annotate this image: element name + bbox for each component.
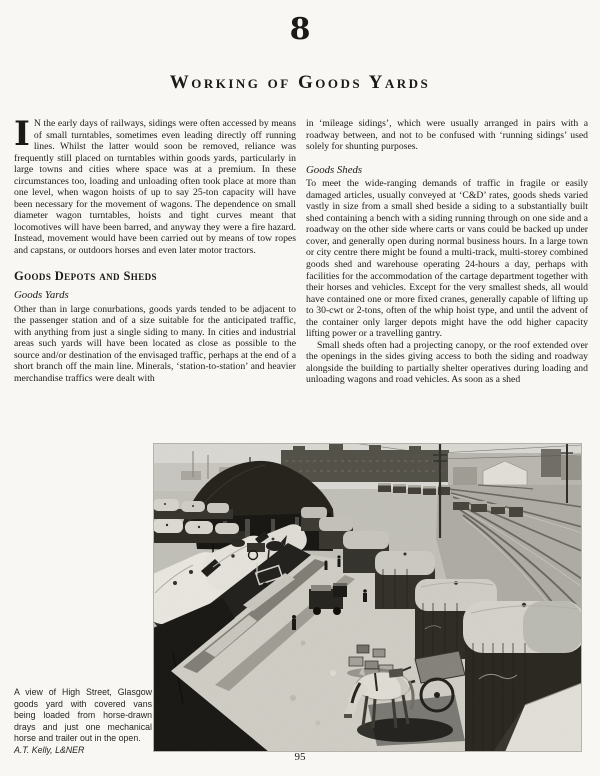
small-sheds-paragraph: Small sheds often had a projecting canopy, or the roof extended over the openings in the sides giving access to both the siding and roadway alongside the building to partially shelter operatives during loading and unloading wagons and road vehicles. As soon as a shed [306,339,588,386]
caption-text: A view of High Street, Glasgow goods yard with covered vans being loaded from horse-drawn drays and just one mechanical horse and trailer out in the open. [14,687,152,744]
goods-yards-paragraph-continued: in ‘mileage sidings’, which were usually arranged in pairs with a roadway between, and not to be confused with ‘running sidings’ used solely for shunting purposes. [306,118,588,153]
subheading-goods-yards: Goods Yards [14,289,69,302]
chapter-number: 8 [289,12,311,47]
goods-yard-photo [153,443,582,752]
right-column [306,118,588,386]
section-heading-goods-depots-and-sheds: Goods Depots and Sheds [14,268,157,283]
goods-yard-photo-art [153,443,582,752]
goods-sheds-paragraph: To meet the wide-ranging demands of traffic in fragile or easily damaged articles, usually conveyed at ‘C&D’ rates, goods sheds varied vastly in size from a small shed beside a siding to a substantially built shed containing a bench with a siding running through on one side and a roadway on the other side where carts or vans could be backed up under cover, and generally open during normal business hours. In a large town or city centre there might be found a multi-track, multi-storey combined goods shed and warehouse operating 24-hours a day, perhaps with facilities for the accommodation of the cartage department together with their horses and vehicles. Except for the very smallest sheds, all would have contained one or more fixed cranes, generally capable of lifting up to 30-cwt or 2-tons, often of the whip hoist type, and until the advent of the container only larger depots might have the odd higher capacity lifting power or a travelling gantry. [306,178,588,340]
intro-paragraph [14,114,296,257]
photo-grain [153,443,582,752]
article-columns [14,114,588,386]
left-column [14,114,296,386]
chapter-title: Working of Goods Yards [169,72,431,93]
drop-cap: I [14,114,30,154]
lead-cap: N [33,118,41,129]
photo-caption [14,687,152,757]
goods-yards-paragraph: Other than in large conurbations, goods yards tended to be adjacent to the passenger station and of a size suitable for the anticipated traffic, with anything from just a single siding to many. In cities and industrial areas such yards will have been located as close as possible to the source and/or destination of the envisaged traffic, perhaps at the end of a short branch off the main line. Minerals, ‘station-to-station’ and heavier merchandise traffics were dealt with [14,303,296,384]
subheading-goods-sheds: Goods Sheds [306,163,363,176]
intro-text: the early days of railways, sidings were often accessed by means of small turntables, sometimes even leading directly off running lines. Whilst the latter would soon be removed, reliance was frequently still placed on turntables within goods yards, particularly in large towns and cities where space was at a premium. In these circumstances too, loading and unloading often took place at more than one level, when wagon hoists of up to say 25-ton capacity will have been necessary for the movement of wagons. The dependence on small diameter wagon turntables, hoists and tight curves meant that locomotives will have been barred, and anyway they were a fire hazard. Instead, movement would have been carried out by means of tow ropes and capstans, or outdoors horses and even later motor tractors. [14,118,296,257]
page-number: 95 [294,751,306,763]
caption-credit: A.T. Kelly, L&NER [14,744,85,755]
